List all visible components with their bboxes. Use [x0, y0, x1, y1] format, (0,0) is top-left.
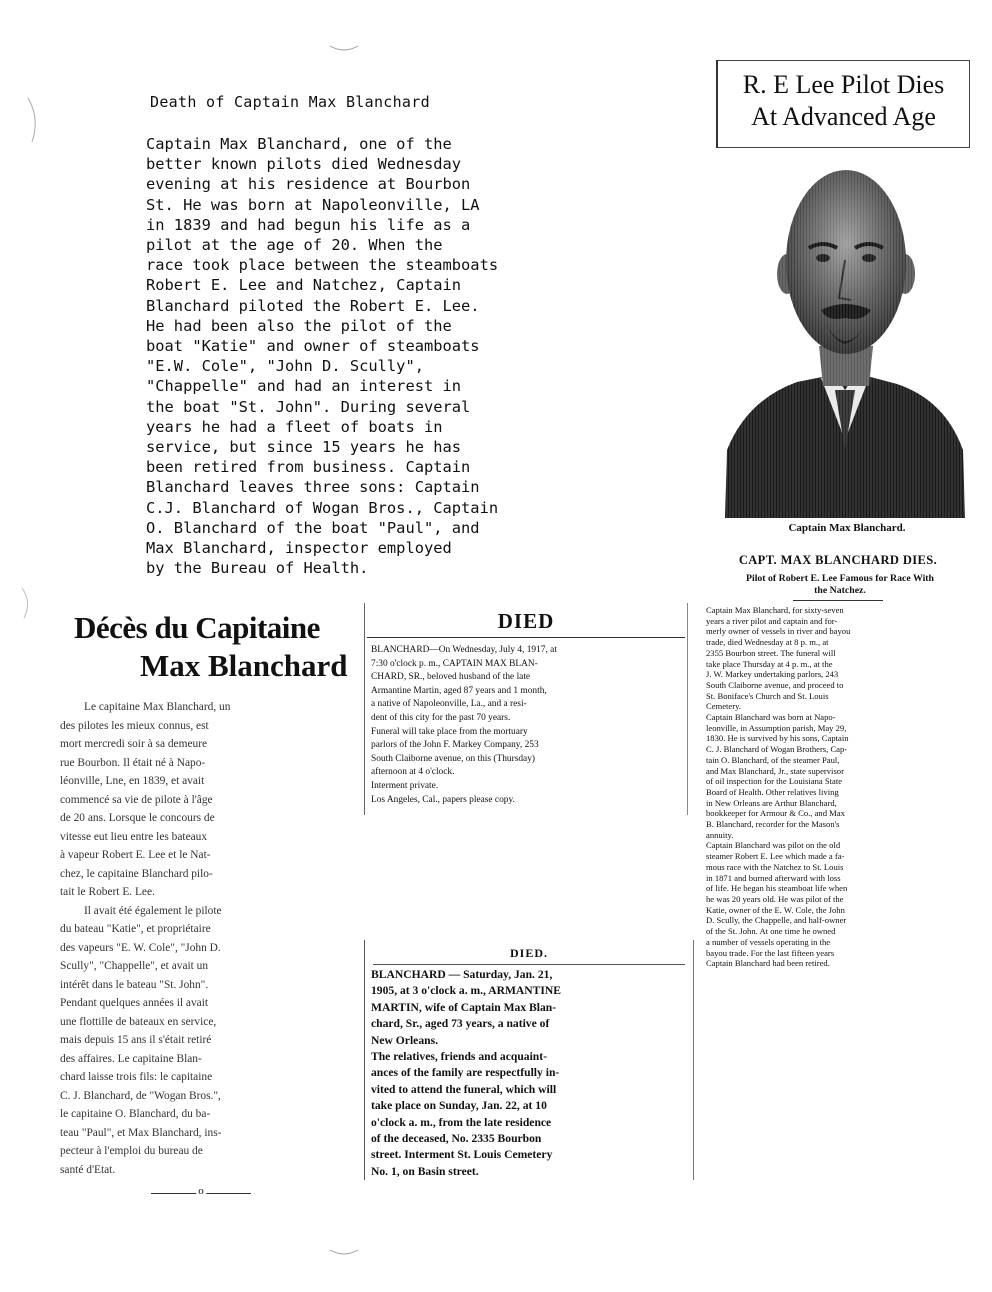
english-obituary-line: years a river pilot and captain and for-	[706, 615, 838, 626]
english-obituary-line: Captain Max Blanchard, for sixty-seven	[706, 605, 844, 615]
died-notice-line: dent of this city for the past 70 years.	[371, 712, 511, 723]
french-obituary-line: une flottille de bateaux en service,	[60, 1015, 217, 1028]
died-notice-line: o'clock a. m., from the late residence	[371, 1115, 552, 1129]
typed-article-line: Captain Max Blanchard, one of the	[146, 135, 452, 153]
died-notice-line: take place on Sunday, Jan. 22, at 10	[371, 1099, 547, 1113]
english-obituary-line: of oil inspection for the Louisiana State	[706, 776, 843, 787]
lee-headline-box	[716, 60, 970, 148]
english-obituary-line: and Max Blanchard, Jr., state supervisor	[706, 765, 844, 776]
typed-article-line: in 1839 and had begun his life as a	[146, 215, 471, 234]
typed-article-line: O. Blanchard of the boat "Paul", and	[146, 518, 480, 537]
typed-article-body	[146, 134, 626, 578]
french-obituary-line: rue Bourbon. Il était né à Napo-	[60, 756, 206, 769]
died-notice-line: No. 1, on Basin street.	[371, 1164, 479, 1178]
died-notice-line: chard, Sr., aged 73 years, a native of	[371, 1017, 550, 1031]
died-notice-line: parlors of the John F. Markey Company, 253	[371, 740, 539, 751]
divider	[793, 600, 883, 601]
english-obituary-line: Captain Blanchard was born at Napo-	[706, 712, 836, 723]
french-obituary-line: Scully", "Chappelle", et avait un	[60, 960, 209, 972]
english-obituary	[706, 553, 970, 969]
typed-article-line: He had been also the pilot of the	[146, 316, 452, 335]
died-notice-line: South Claiborne avenue, on this (Thursday)	[371, 753, 536, 764]
typed-article-line: by the Bureau of Health.	[146, 559, 369, 578]
french-obituary-line: teau "Paul", et Max Blanchard, ins-	[60, 1126, 222, 1139]
died-notice-line: of the deceased, No. 2335 Bourbon	[371, 1132, 542, 1146]
end-rule	[151, 1185, 251, 1197]
died-notice-line: Interment private.	[371, 780, 439, 791]
french-obituary-line: chard laisse trois fils: le capitaine	[60, 1071, 213, 1083]
english-obituary-line: leonville, in Assumption parish, May 29,	[706, 722, 847, 733]
died-notice-1917-body	[365, 644, 687, 807]
english-obituary-line: annuity.	[706, 829, 734, 840]
died-notice-1905	[364, 940, 694, 1180]
died-notice-line: Los Angeles, Cal., papers please copy.	[371, 794, 515, 805]
french-obituary-line: commencé sa vie de pilote à l'âge	[60, 793, 213, 806]
english-obituary-line: in New Orleans are Arthur Blanchard,	[706, 797, 837, 808]
english-obituary-headline: CAPT. MAX BLANCHARD DIES.	[738, 553, 938, 567]
typed-article-line: evening at his residence at Bourbon	[146, 175, 471, 194]
french-obituary-line: mais depuis 15 ans il s'était retiré	[60, 1034, 212, 1046]
died-heading: DIED.	[509, 946, 548, 960]
typed-article-line: race took place between the steamboats	[146, 256, 499, 275]
french-obituary-line: du bateau "Katie", et propriétaire	[60, 923, 211, 935]
french-title-line-1: Décès du Capitaine	[74, 610, 320, 645]
died-notice-line: afternoon at 4 o'clock.	[371, 767, 455, 778]
headline-line-1: R. E Lee Pilot Dies	[742, 70, 945, 99]
english-obituary-line: he was 20 years old. He was pilot of the	[706, 893, 844, 904]
english-obituary-line: take place Thursday at 4 p. m., at the	[706, 658, 833, 669]
died-notice-line: a native of Napoleonville, La., and a resi-	[371, 699, 527, 710]
typed-article-line: Blanchard leaves three sons: Captain	[146, 478, 480, 497]
french-obituary-line: des affaires. Le capitaine Blan-	[60, 1052, 202, 1065]
english-obituary-line: a number of vessels operating in the	[706, 936, 831, 947]
typed-article-line: better known pilots died Wednesday	[146, 155, 462, 174]
divider	[367, 637, 685, 638]
headline-line-2: At Advanced Age	[751, 102, 936, 131]
typed-article-line: Blanchard piloted the Robert E. Lee.	[146, 296, 480, 315]
typed-article-line: service, but since 15 years he has	[146, 438, 462, 457]
english-obituary-line: tain O. Blanchard, of the steamer Paul,	[706, 754, 840, 765]
french-obituary-line: mort mercredi soir à sa demeure	[60, 738, 208, 750]
died-notice-line: MARTIN, wife of Captain Max Blan-	[371, 1000, 557, 1014]
typed-article-title: Death of Captain Max Blanchard	[150, 93, 430, 111]
died-notice-line: The relatives, friends and acquaint-	[371, 1050, 547, 1064]
died-heading: DIED	[497, 609, 555, 633]
english-obituary-line: of life. He began his steamboat life when	[706, 883, 848, 894]
english-obituary-line: 2355 Bourbon street. The funeral will	[706, 647, 836, 658]
typed-article-line: pilot at the age of 20. When the	[146, 236, 443, 255]
english-obituary-line: of the St. John. At one time he owned	[706, 926, 836, 937]
french-obituary	[60, 610, 348, 1197]
english-obituary-line: J. W. Markey undertaking parlors, 243	[706, 669, 839, 680]
french-obituary-line: intérêt dans le bateau "St. John".	[60, 978, 209, 991]
french-obituary-line: chez, le capitaine Blanchard pilo-	[60, 867, 213, 880]
died-notice-1905-body	[365, 967, 693, 1180]
typed-article-line: "Chappelle" and had an interest in	[146, 377, 462, 396]
english-obituary-line: merly owner of vessels in river and bayou	[706, 626, 851, 637]
english-obituary-line: D. Scully, the Chappelle, and half-owner	[706, 915, 847, 926]
french-obituary-line: à vapeur Robert E. Lee et le Nat-	[60, 849, 211, 861]
portrait-caption: Captain Max Blanchard.	[788, 522, 906, 534]
typed-article-line: Robert E. Lee and Natchez, Captain	[146, 276, 462, 295]
english-obituary-line: St. Boniface's Church and St. Louis	[706, 690, 829, 701]
typed-article-line: C.J. Blanchard of Wogan Bros., Captain	[146, 498, 499, 517]
english-obituary-line: Captain Blanchard had been retired.	[706, 958, 830, 969]
typed-article-line: St. He was born at Napoleonville, LA	[146, 195, 480, 214]
portrait-image	[717, 150, 971, 518]
died-notice-line: CHARD, SR., beloved husband of the late	[371, 672, 531, 683]
english-obituary-line: C. J. Blanchard of Wogan Brothers, Cap-	[706, 744, 848, 755]
french-obituary-line: de 20 ans. Lorsque le concours de	[60, 812, 215, 824]
french-obituary-line: des vapeurs "E. W. Cole", "John D.	[60, 941, 221, 954]
died-notice-line: Funeral will take place from the mortuary	[371, 726, 528, 737]
died-notice-line: Armantine Martin, aged 87 years and 1 month,	[371, 685, 547, 696]
died-notice-line: vited to attend the funeral, which will	[371, 1082, 557, 1096]
died-notice-line: BLANCHARD — Saturday, Jan. 21,	[371, 968, 553, 981]
portrait-photo	[717, 150, 971, 518]
french-obituary-line: Le capitaine Max Blanchard, un	[84, 701, 231, 713]
died-notice-line: street. Interment St. Louis Cemetery	[371, 1148, 553, 1162]
french-obituary-line: le capitaine O. Blanchard, du ba-	[60, 1108, 211, 1120]
english-obituary-subhead: Pilot of Robert E. Lee Famous for Race With the Natchez.	[745, 573, 935, 596]
english-obituary-line: Katie, owner of the E. W. Cole, the John	[706, 904, 845, 915]
typed-article-line: "E.W. Cole", "John D. Scully",	[146, 357, 424, 376]
english-obituary-line: 1830. He is survived by his sons, Captain	[706, 733, 849, 744]
died-notice-line: New Orleans.	[371, 1033, 438, 1047]
french-obituary-line: Pendant quelques années il avait	[60, 997, 209, 1009]
divider	[373, 964, 685, 965]
typed-article-line: boat "Katie" and owner of steamboats	[146, 337, 480, 356]
english-obituary-line: in 1871 and burned afterward with loss	[706, 872, 841, 883]
french-obituary-body	[60, 698, 342, 1179]
french-obituary-line: vitesse eut lieu entre les bateaux	[60, 830, 208, 843]
end-mark: o	[198, 1185, 204, 1197]
english-obituary-line: bookkeeper for Armour & Co., and Max	[706, 808, 845, 819]
english-obituary-line: bayou trade. For the last fifteen years	[706, 947, 835, 958]
english-obituary-line: mous race with the Natchez to St. Louis	[706, 861, 844, 872]
french-obituary-line: tait le Robert E. Lee.	[60, 886, 155, 898]
french-obituary-line: pecteur à l'emploi du bureau de	[60, 1145, 203, 1157]
french-obituary-line: des pilotes les mieux connus, est	[60, 719, 209, 732]
died-notice-line: BLANCHARD—On Wednesday, July 4, 1917, at	[371, 645, 557, 655]
english-obituary-line: B. Blanchard, recorder for the Mason's	[706, 819, 840, 830]
english-obituary-line: steamer Robert E. Lee which made a fa-	[706, 851, 845, 862]
english-obituary-line: Board of Health. Other relatives living	[706, 786, 839, 797]
english-obituary-body	[706, 605, 970, 969]
french-title-line-2: Max Blanchard	[140, 648, 348, 683]
died-notice-line: 7:30 o'clock p. m., CAPTAIN MAX BLAN-	[371, 658, 538, 669]
typed-article-line: the boat "St. John". During several	[146, 397, 471, 416]
french-obituary-line: santé d'Etat.	[60, 1163, 116, 1176]
french-obituary-line: C. J. Blanchard, de "Wogan Bros.",	[60, 1089, 221, 1102]
french-obituary-line: léonville, Lne, en 1839, et avait	[60, 775, 205, 787]
died-notice-line: ances of the family are respectfully in-	[371, 1066, 560, 1080]
typed-article-line: been retired from business. Captain	[146, 458, 471, 477]
typed-article-line: Max Blanchard, inspector employed	[146, 539, 452, 558]
english-obituary-line: Cemetery.	[706, 701, 741, 712]
typed-article-line: years he had a fleet of boats in	[146, 417, 443, 436]
english-obituary-line: trade, died Wednesday at 8 p. m., at	[706, 637, 829, 648]
french-obituary-line: Il avait été également le pilote	[84, 904, 222, 917]
died-notice-line: 1905, at 3 o'clock a. m., ARMANTINE	[371, 984, 562, 998]
died-notice-1917	[364, 603, 688, 815]
english-obituary-line: South Claiborne avenue, and proceed to	[706, 679, 844, 690]
english-obituary-line: Captain Blanchard was pilot on the old	[706, 840, 841, 851]
